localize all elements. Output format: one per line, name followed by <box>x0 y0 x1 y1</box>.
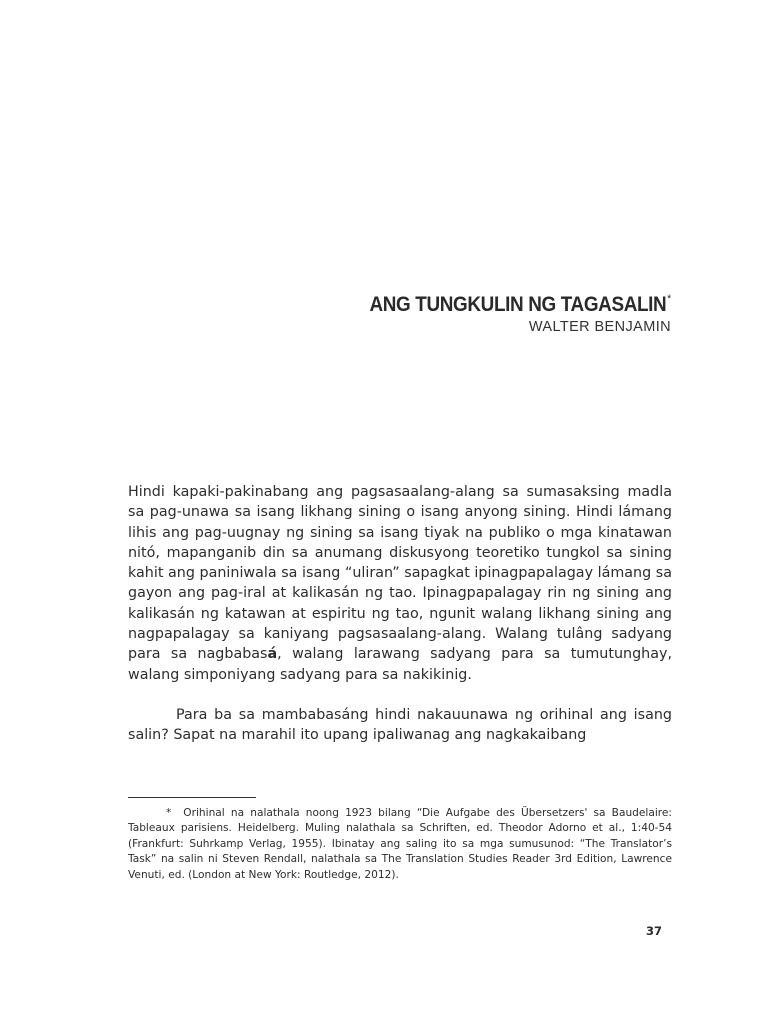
paragraph-1-text-b: , walang larawang sadyang para sa tumutunghay, walang simponiyang sadyang para sa nakikinig. <box>128 646 672 683</box>
footnote-text: Orihinal na nalathala noong 1923 bilang “Die Aufgabe des Übersetzers' sa Baudelaire: Tableaux parisiens. Heidelberg. Muling nalathala sa Schriften, ed. Theodor Adorno et al., 1:40-54 (Frankfurt: Suhrkamp Verlag, 1955). Ibinatay ang saling ito sa mga sumusunod: “The Translator’s Task” na salin ni Steven Rendall, nalathala sa The Translation Studies Reader 3rd Edition, Lawrence Venuti, ed. (London at New York: Routledge, 2012). <box>128 807 672 881</box>
title-footnote-mark: * <box>667 293 671 305</box>
paragraph-1-emphasis: á <box>267 646 278 663</box>
author-name: WALTER BENJAMIN <box>528 319 671 335</box>
paragraph-1-text-a: Hindi kapaki-pakinabang ang pagsasaalang-alang sa sumasaksing madla sa pag-unawa sa isang likhang sining o isang anyong sining. Hindi lámang lihis ang pag-uugnay ng sining sa isang tiyak na publiko o mga kinatawan nitó, mapanganib din sa anumang diskusyong teoretiko tungkol sa sining kahit ang paniniwala sa isang “uliran” sapagkat ipinagpapalagay lámang sa gayon ang pag-iral at kalikasán ng tao. Ipinagpapalagay rin ng sining ang kalikasán ng katawan at espiritu ng tao, ngunit walang likhang sining ang nagpapalagay sa kaniyang pagsasaalang-alang. Walang tulâng sadyang para sa nagbabas <box>128 484 672 663</box>
body-text <box>128 482 672 746</box>
footnote-divider <box>128 797 256 798</box>
paragraph-2: Para ba sa mambabasáng hindi nakauunawa ng orihinal ang isang salin? Sapat na marahil ito upang ipaliwanag ang nagkakaibang <box>128 706 672 744</box>
footnote <box>128 806 672 883</box>
paragraph-1 <box>128 482 672 685</box>
title-block <box>336 286 671 336</box>
page-title <box>370 286 671 318</box>
page-number: 37 <box>645 924 662 938</box>
title-text: ANG TUNGKULIN NG TAGASALIN <box>369 293 667 316</box>
footnote-marker: * <box>166 807 172 819</box>
